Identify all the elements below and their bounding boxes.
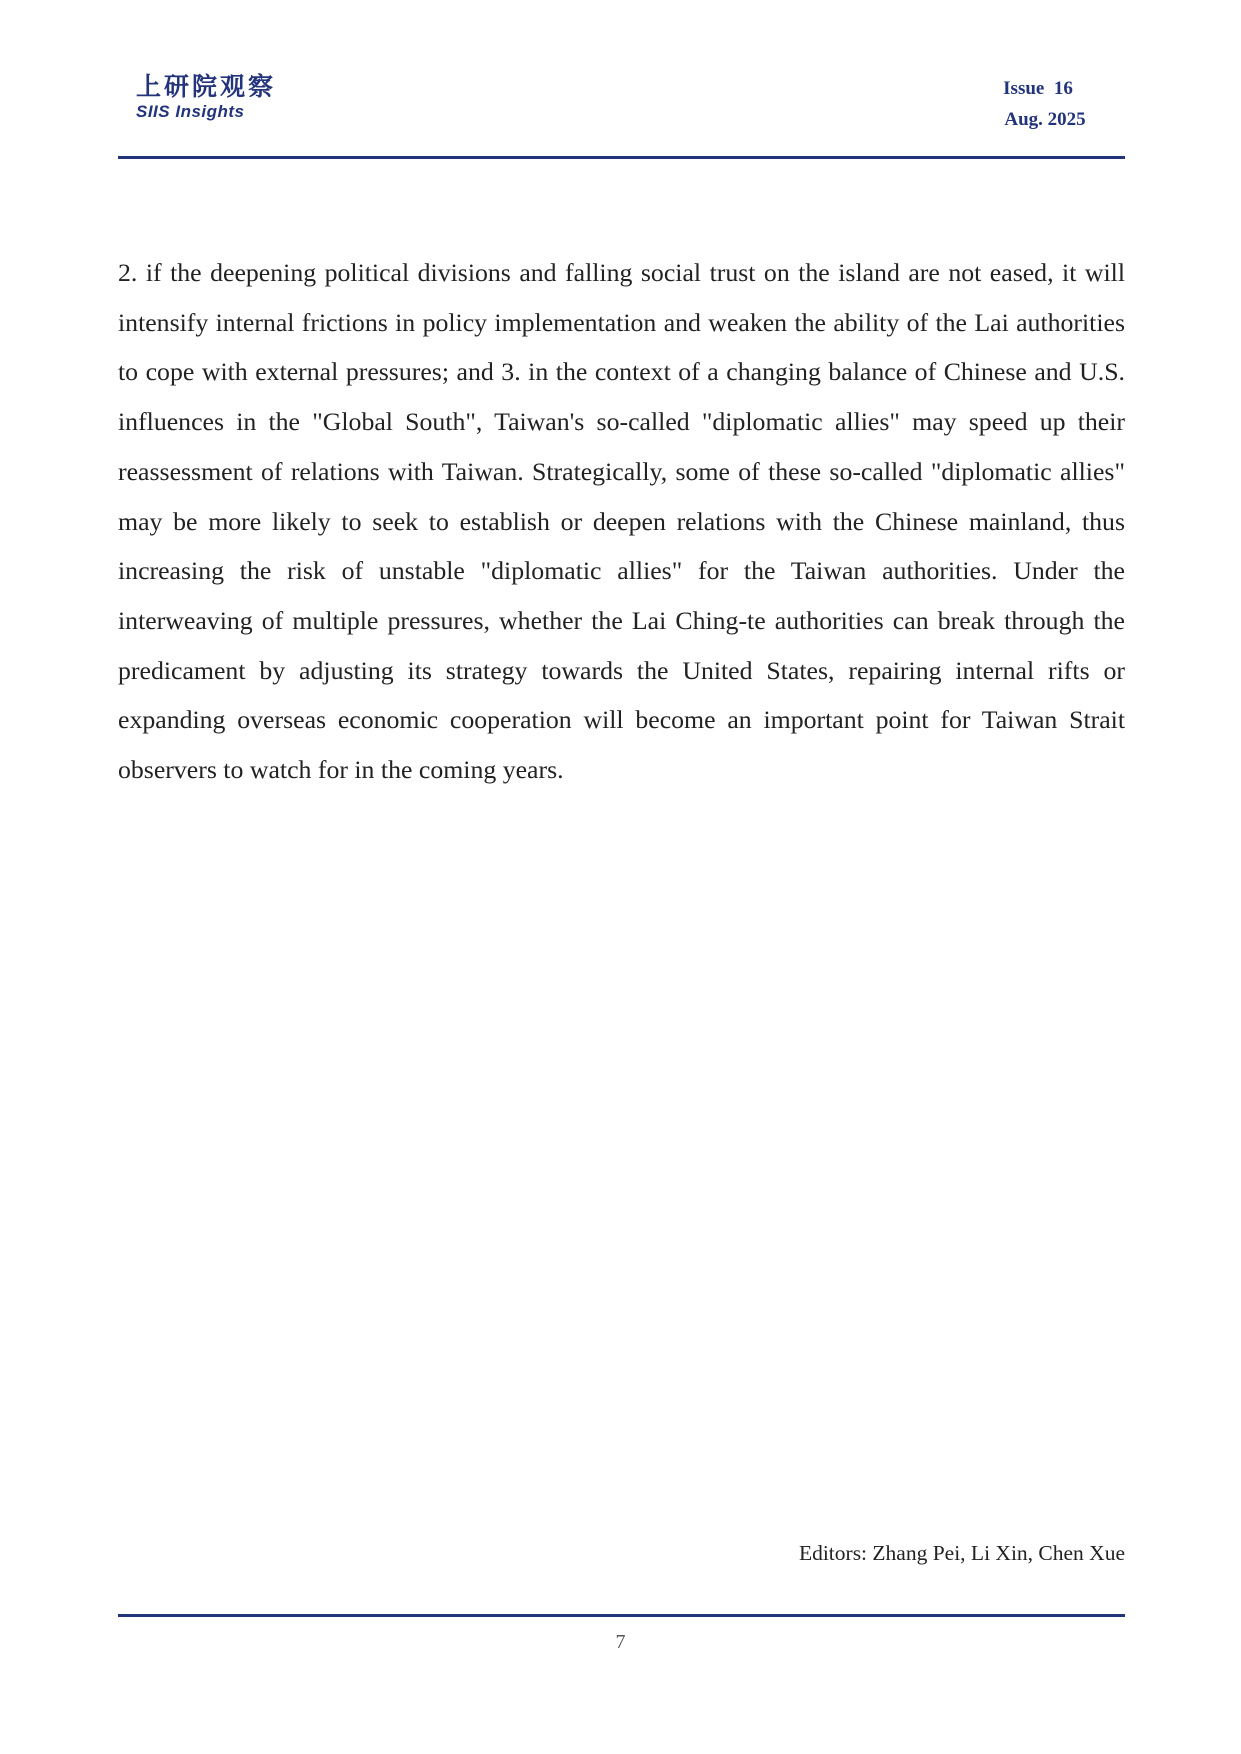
body-paragraph: 2. if the deepening political divisions and falling social trust on the island are not eased, it will intensify internal frictions in policy implementation and weaken the ability of the Lai authorities to cope with external pressures; and 3. in the context of a changing balance of Chinese and U.S. influences in the "Global South", Taiwan's so-called "diplomatic allies" may speed up their reassessment of relations with Taiwan. Strategically, some of these so-called "diplomatic allies" may be more likely to seek to establish or deepen relations with the Chinese mainland, thus increasing the risk of unstable "diplomatic allies" for the Taiwan authorities. Under the interweaving of multiple pressures, whether the Lai Ching-te authorities can break through the predicament by adjusting its strategy towards the United States, repairing internal rifts or expanding overseas economic cooperation will become an important point for Taiwan Strait observers to watch for in the coming years. (118, 258, 1125, 785)
page-number: 7 (615, 1631, 626, 1653)
publication-logo (136, 72, 396, 122)
header-divider (118, 156, 1125, 159)
footer-divider (118, 1614, 1125, 1617)
issue-info (980, 73, 1110, 135)
issue-number: Issue 16 (1003, 78, 1073, 99)
logo-chinese-title: 上研院观察 (136, 72, 277, 101)
editors-credit: Editors: Zhang Pei, Li Xin, Chen Xue (798, 1541, 1125, 1565)
logo-english-title: SIIS Insights (136, 102, 245, 121)
issue-date: Aug. 2025 (1004, 109, 1086, 130)
